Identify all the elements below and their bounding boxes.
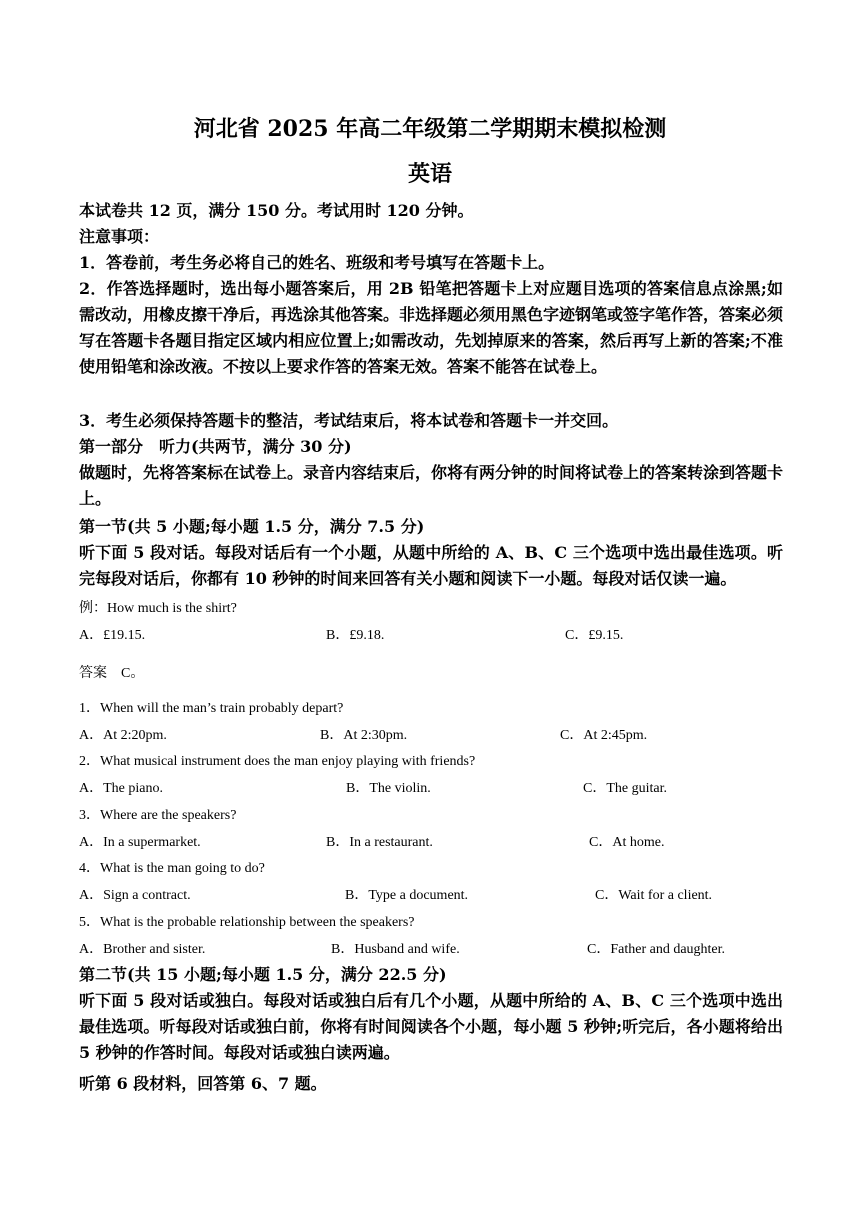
option-a: A．£19.15. [79, 628, 146, 643]
question-1: 1．When will the man’s train probably depart? [79, 701, 344, 716]
question-4: 4．What is the man going to do? [79, 861, 265, 876]
option-b: B．Type a document. [345, 888, 469, 903]
option-c: C．At 2:45pm. [560, 728, 648, 743]
question-4-options [0, 886, 860, 906]
section1-heading: 第一节(共 5 小题;每小题 1.5 分，满分 7.5 分) [79, 517, 425, 536]
example-options [0, 626, 860, 646]
option-b: B．In a restaurant. [326, 835, 433, 850]
example-question: 例：How much is the shirt? [79, 601, 237, 616]
exam-title: 河北省 2025 年高二年级第二学期期末模拟检测 [193, 116, 667, 142]
option-b: B．The violin. [346, 781, 431, 796]
question-2-options [0, 779, 860, 799]
question-3: 3．Where are the speakers? [79, 808, 237, 823]
note-2: 2．作答选择题时，选出每小题答案后，用 2B 铅笔把答题卡上对应题目选项的答案信息点涂黑;如需改动，用橡皮擦干净后，再选涂其他答案。非选择题必须用黑色字迹钢笔或签字笔作答，答案必须写在答题卡各题目指定区域内相应位置上;如需改动，先划掉原来的答案，然后再写上新的答案;不准使用铅笔和涂改液。不按以上要求作答的答案无效。答案不能答在试卷上。 [79, 279, 784, 376]
section1-instruction: 听下面 5 段对话。每段对话后有一个小题，从题中所给的 A、B、C 三个选项中选出最佳选项。听完每段对话后，你都有 10 秒钟的时间来回答有关小题和阅读下一小题。每段对话仅读一遍。 [79, 543, 783, 588]
option-c: C．Wait for a client. [595, 888, 713, 903]
part1-instruction: 做题时，先将答案标在试卷上。录音内容结束后，你将有两分钟的时间将试卷上的答案转涂到答题卡上。 [79, 463, 784, 508]
question-5-options [0, 940, 860, 960]
option-b: B．Husband and wife. [331, 942, 460, 957]
note-3: 3．考生必须保持答题卡的整洁，考试结束后，将本试卷和答题卡一并交回。 [79, 411, 619, 430]
section2-instruction: 听下面 5 段对话或独白。每段对话或独白后有几个小题，从题中所给的 A、B、C 三个选项中选出最佳选项。听每段对话或独白前，你将有时间阅读各个小题，每小题 5 秒钟;听完后，各小题将给出 5 秒钟的作答时间。每段对话或独白读两遍。 [79, 991, 783, 1062]
option-b: B．At 2:30pm. [320, 728, 408, 743]
option-c: C．At home. [589, 835, 665, 850]
option-a: A．The piano. [79, 781, 163, 796]
section2-heading: 第二节(共 15 小题;每小题 1.5 分，满分 22.5 分) [79, 965, 447, 984]
note-1: 1．答卷前，考生务必将自己的姓名、班级和考号填写在答题卡上。 [79, 253, 555, 272]
subject-title: 英语 [407, 161, 452, 187]
option-a: A．At 2:20pm. [79, 728, 167, 743]
exam-info: 本试卷共 12 页，满分 150 分。考试用时 120 分钟。 [79, 201, 474, 220]
question-1-options [0, 726, 860, 746]
option-c: C．Father and daughter. [587, 942, 726, 957]
question-5: 5．What is the probable relationship between the speakers? [79, 915, 415, 930]
option-a: A．Sign a contract. [79, 888, 191, 903]
option-c: C．£9.15. [565, 628, 624, 643]
part1-heading: 第一部分 听力(共两节，满分 30 分) [79, 437, 352, 456]
notice-heading: 注意事项： [79, 227, 160, 246]
option-c: C．The guitar. [583, 781, 667, 796]
example-answer: 答案 C。 [79, 666, 145, 681]
material-6: 听第 6 段材料，回答第 6、7 题。 [79, 1074, 327, 1093]
option-a: A．In a supermarket. [79, 835, 201, 850]
question-2: 2．What musical instrument does the man enjoy playing with friends? [79, 754, 476, 769]
option-b: B．£9.18. [326, 628, 385, 643]
option-a: A．Brother and sister. [79, 942, 206, 957]
question-3-options [0, 833, 860, 853]
